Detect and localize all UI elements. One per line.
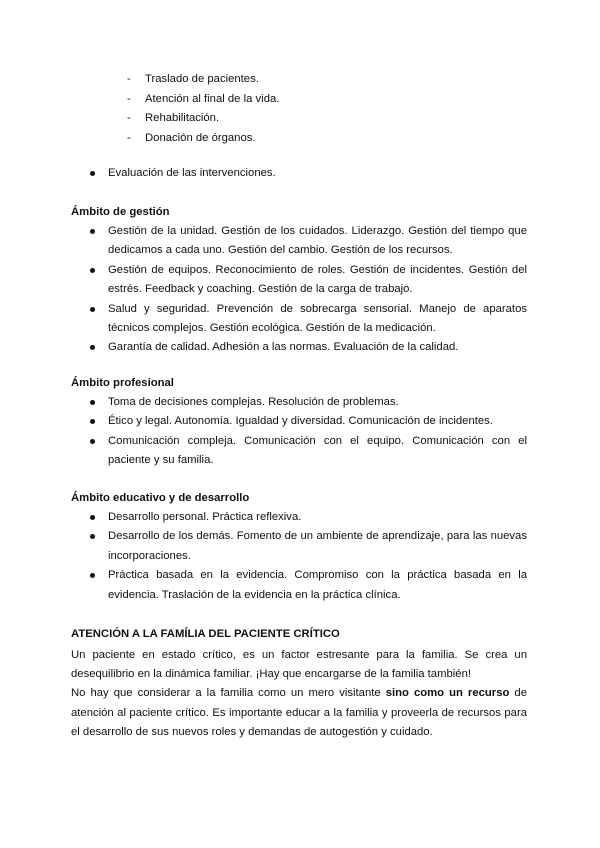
list-item (71, 508, 527, 527)
list-item-text: Salud y seguridad. Prevención de sobrecarga sensorial. Manejo de aparatos técnicos complejos. Gestión ecológica. Gestión de la medicación. (108, 302, 527, 335)
list-item (71, 222, 527, 261)
bullet-icon (90, 307, 95, 312)
list-item (71, 164, 527, 183)
list-item-text: Atención al final de la vida. (145, 92, 280, 105)
section-profesional (71, 374, 527, 471)
list-item-text: Evaluación de las intervenciones. (108, 167, 276, 179)
paragraph: Un paciente en estado crítico, es un factor estresante para la familia. Se crea un desequilibrio en la dinámica familiar. ¡Hay que encargarse de la familia también! (71, 649, 527, 681)
evaluation-block (71, 164, 527, 183)
bullet-icon (90, 345, 95, 350)
list-item-text: Ético y legal. Autonomía. Igualdad y diversidad. Comunicación de incidentes. (108, 415, 493, 428)
bullet-icon (90, 419, 95, 424)
paragraph-text: de atención al paciente crítico. Es importante educar a la familia y proveerla de recursos para el desarrollo de sus nuevos roles y demandas de autogestión y cuidado. (71, 687, 527, 738)
bullet-icon (90, 439, 95, 444)
list-item (71, 412, 527, 431)
emphasis-text: sino como un recurso (385, 687, 510, 700)
list-item (127, 129, 279, 149)
section-heading: ATENCIÓN A LA FAMÍLIA DEL PACIENTE CRÍTICO (71, 628, 340, 640)
bullet-icon (90, 171, 95, 176)
list-item (127, 70, 279, 90)
section-familia (71, 625, 527, 742)
section-educativo (71, 489, 527, 605)
dash-marker: - (127, 131, 131, 144)
list-item (71, 393, 527, 412)
list-item-text: Gestión de la unidad. Gestión de los cuidados. Liderazgo. Gestión del tiempo que dedicamos a cada uno. Gestión del cambio. Gestión de los recursos. (108, 225, 527, 257)
paragraph (71, 684, 527, 742)
list-item (71, 338, 527, 357)
list-item-text: Rehabilitación. (145, 112, 220, 124)
bullet-icon (90, 229, 95, 234)
dash-marker: - (127, 112, 131, 124)
section-gestion (71, 203, 527, 358)
bullet-icon (90, 534, 95, 539)
bullet-icon (90, 515, 95, 520)
list-item-text: Toma de decisiones complejas. Resolución de problemas. (108, 396, 399, 408)
bullet-icon (90, 268, 95, 273)
list-item (127, 90, 279, 110)
section-heading: Ámbito educativo y de desarrollo (71, 492, 250, 504)
bullet-icon (90, 573, 95, 578)
dash-marker: - (127, 92, 131, 105)
list-item-text: Comunicación compleja. Comunicación con el equipo. Comunicación con el paciente y su familia. (108, 434, 527, 467)
list-item (71, 432, 527, 471)
list-item-text: Práctica basada en la evidencia. Compromiso con la práctica basada en la evidencia. Traslación de la evidencia en la práctica clínica. (108, 569, 527, 601)
list-item (71, 566, 527, 605)
bullet-icon (90, 400, 95, 405)
list-item-text: Garantía de calidad. Adhesión a las normas. Evaluación de la calidad. (108, 341, 459, 354)
list-item-text: Traslado de pacientes. (145, 73, 259, 85)
dash-marker: - (127, 73, 131, 85)
section-heading: Ámbito de gestión (71, 206, 170, 218)
list-item (127, 109, 279, 129)
list-item (71, 527, 527, 566)
list-item (71, 261, 527, 300)
list-item-text: Desarrollo personal. Práctica reflexiva. (108, 511, 302, 523)
paragraph-text: No hay que considerar a la familia como un mero visitante (71, 687, 386, 700)
section-heading: Ámbito profesional (71, 377, 174, 389)
list-item-text: Gestión de equipos. Reconocimiento de roles. Gestión de incidentes. Gestión del estrés. Feedback y coaching. Gestión de la carga de trabajo. (108, 263, 527, 296)
list-item-text: Desarrollo de los demás. Fomento de un ambiente de aprendizaje, para las nuevas incorporaciones. (108, 530, 527, 562)
list-item (71, 300, 527, 339)
dash-list (127, 70, 279, 148)
list-item-text: Donación de órganos. (145, 131, 256, 144)
